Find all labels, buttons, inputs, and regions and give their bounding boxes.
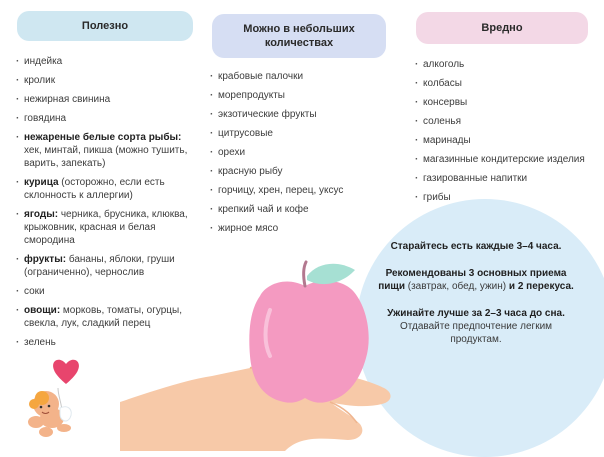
list-item: · грибы	[415, 191, 595, 204]
list-item: · говядина	[16, 112, 196, 125]
tip-dinner: Ужинайте лучше за 2–3 часа до сна. Отдавайте предпочтение легким продуктам.	[387, 308, 565, 345]
list-item: · индейка	[16, 55, 196, 68]
list-item: · нежирная свинина	[16, 93, 196, 106]
list-item: · магазинные кондитерские изделия	[415, 153, 595, 166]
list-item: · ягоды: черника, брусника, клюква, крыжовник, красная и белая смородина	[16, 208, 196, 247]
hand-illustration	[120, 363, 391, 451]
tip-meals: Рекомендованы 3 основных приема пищи (завтрак, обед, ужин) и 2 перекуса.	[378, 268, 574, 292]
list-item: · соки	[16, 285, 196, 298]
list-item: · фрукты: бананы, яблоки, груши (ограниченно), чернослив	[16, 253, 196, 279]
list-item: · алкоголь	[415, 58, 595, 71]
list-item: · нежареные белые сорта рыбы: хек, минтай, пикша (можно тушить, варить, запекать)	[16, 131, 196, 170]
bad-list	[415, 58, 595, 210]
list-item: · овощи: морковь, томаты, огурцы, свекла, лук, сладкий перец	[16, 304, 196, 330]
cupid-illustration	[28, 360, 79, 437]
list-item: · цитрусовые	[210, 127, 390, 140]
list-item: · кролик	[16, 74, 196, 87]
list-item: · жирное мясо	[210, 222, 390, 235]
list-item: · газированные напитки	[415, 172, 595, 185]
list-item: · крабовые палочки	[210, 70, 390, 83]
list-item: · колбасы	[415, 77, 595, 90]
list-item: · экзотические фрукты	[210, 108, 390, 121]
list-item: · зелень	[16, 336, 196, 349]
header-good: Полезно	[17, 11, 193, 41]
tip-meal-frequency: Старайтесь есть каждые 3–4 часа.	[390, 241, 562, 252]
list-item: · маринады	[415, 134, 595, 147]
moderate-list	[210, 70, 390, 241]
good-list	[16, 55, 196, 355]
tips-text	[378, 240, 574, 360]
heart-balloon-icon	[53, 360, 79, 384]
list-item: · соленья	[415, 115, 595, 128]
list-item: · консервы	[415, 96, 595, 109]
list-item: · курица (осторожно, если есть склонность к аллергии)	[16, 176, 196, 202]
list-item: · морепродукты	[210, 89, 390, 102]
list-item: · орехи	[210, 146, 390, 159]
header-moderate: Можно в небольших количествах	[212, 14, 386, 58]
apple-illustration	[249, 262, 368, 403]
header-bad: Вредно	[416, 12, 588, 44]
list-item: · крепкий чай и кофе	[210, 203, 390, 216]
list-item: · красную рыбу	[210, 165, 390, 178]
list-item: · горчицу, хрен, перец, уксус	[210, 184, 390, 197]
